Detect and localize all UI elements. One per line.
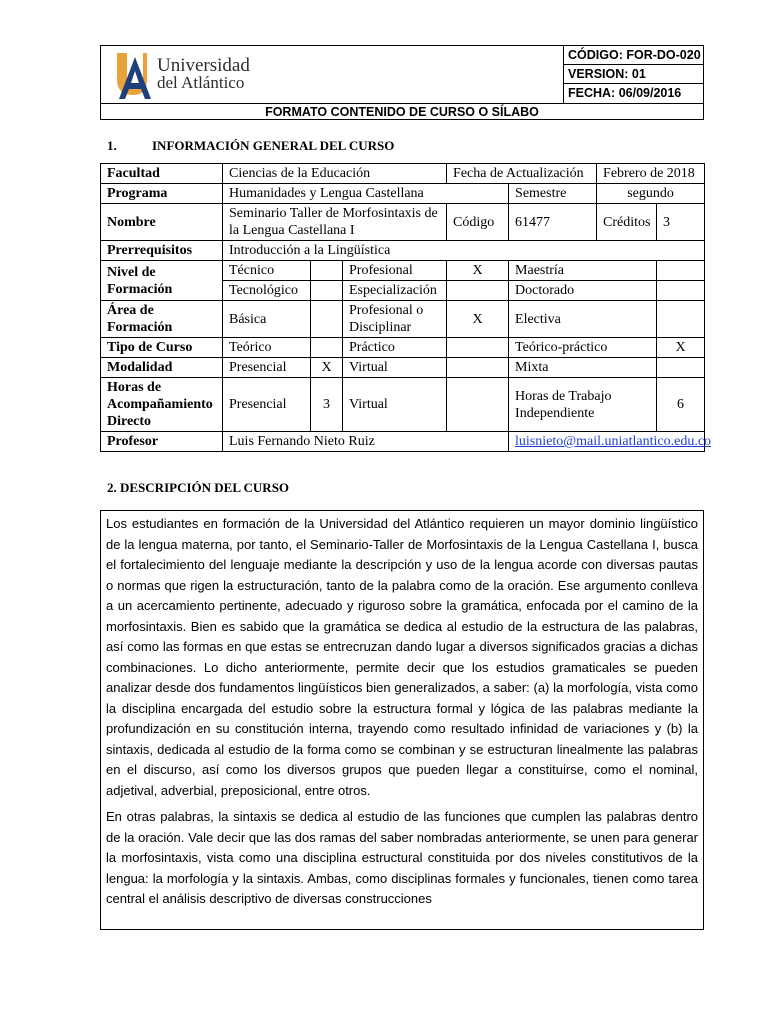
tipo-teorico-mark: [311, 338, 343, 358]
horas-presencial: Presencial: [223, 378, 311, 432]
nivel-formacion-label: Nivel de Formación: [101, 261, 223, 301]
nivel-especializacion-mark: [447, 281, 509, 301]
fecha-actualizacion-value: Febrero de 2018: [597, 164, 705, 184]
logo-cell: [101, 46, 564, 103]
course-description-box: [100, 510, 704, 930]
profesor-email-cell: [509, 432, 712, 452]
nivel-tecnologico: Tecnológico: [223, 281, 311, 301]
course-info-table: [100, 163, 712, 452]
university-logo: [113, 49, 363, 101]
facultad-label: Facultad: [101, 164, 223, 184]
area-basica: Básica: [223, 301, 311, 338]
mod-presencial: Presencial: [223, 358, 311, 378]
nivel-tecnico-mark: [311, 261, 343, 281]
codigo-value: 61477: [509, 204, 597, 241]
area-profesional-mark: X: [447, 301, 509, 338]
tipo-teorico: Teórico: [223, 338, 311, 358]
section-1-title: INFORMACIÓN GENERAL DEL CURSO: [152, 138, 395, 153]
profesor-label: Profesor: [101, 432, 223, 452]
semestre-value: segundo: [597, 184, 705, 204]
profesor-value: Luis Fernando Nieto Ruiz: [223, 432, 509, 452]
semestre-label: Semestre: [509, 184, 597, 204]
horas-acompanamiento-label: Horas de Acompañamiento Directo: [101, 378, 223, 432]
codigo-label: Código: [447, 204, 509, 241]
nivel-doctorado: Doctorado: [509, 281, 657, 301]
logo-line-2: del Atlántico: [157, 73, 245, 92]
table-row: [101, 241, 705, 261]
table-row: [101, 184, 705, 204]
section-1-heading: [107, 138, 394, 154]
section-1-number: 1.: [107, 138, 117, 153]
university-emblem-icon: [113, 49, 157, 101]
programa-value: Humanidades y Lengua Castellana: [223, 184, 509, 204]
table-row: [101, 358, 705, 378]
nivel-maestria: Maestría: [509, 261, 657, 281]
document-version: VERSION: 01: [563, 65, 704, 84]
nivel-doctorado-mark: [657, 281, 705, 301]
mod-mixta-mark: [657, 358, 705, 378]
modalidad-label: Modalidad: [101, 358, 223, 378]
area-basica-mark: [311, 301, 343, 338]
description-paragraph-2: En otras palabras, la sintaxis se dedica al estudio de las funciones que cumplen las palabras dentro de la oración. Vale decir que las dos ramas del saber nombradas anteriormente, se unen para generar la morfosintaxis, vista como una disciplina estructural constituida por dos niveles constitutivos de la lengua: la morfología y la sintaxis. Ambas, como disciplinas formales y funcionales, tienen como tarea central el análisis descriptivo de diversas construcciones: [106, 809, 698, 906]
document-code: CÓDIGO: FOR-DO-020: [563, 46, 704, 65]
table-row: [101, 261, 705, 281]
table-row: [101, 338, 705, 358]
horas-virtual: Virtual: [343, 378, 447, 432]
nivel-profesional: Profesional: [343, 261, 447, 281]
tipo-practico-mark: [447, 338, 509, 358]
description-paragraph-1: Los estudiantes en formación de la Universidad del Atlántico requieren un mayor dominio lingüístico de la lengua materna, por tanto, el Seminario-Taller de Morfosintaxis de la Lengua Castellana I, busca el fortalecimiento del lenguaje mediante la descripción y uso de la lengua acorde con diversas pautas o normas que rigen la estructuración, tanto de la palabra como de la oración. Ese argumento conlleva a un acercamiento pertinente, adecuado y riguroso sobre la gramática, enfocada por el camino de la morfosintaxis. Bien es sabido que la gramática se dedica al estudio de la estructura de las palabras, así como las formas en que estas se entrecruzan dando lugar a diversos significados gracias a dichas combinaciones. Lo dicho anteriormente, permite decir que los estudios gramaticales se pueden analizar desde dos fundamentos lingüísticos bien generalizados, a saber: (a) la morfología, vista como la disciplina encargada del estudio sobre la estructura formal y lógica de las palabras mediante la profundización en su constitución interna, trayendo como resultado infinidad de variaciones y (b) la sintaxis, dedicada al estudio de la forma como se combinan y se estructuran linealmente las palabras en el discurso, así como los diversos grupos que pueden llegar a constituirse, como el nominal, adjetival, adverbial, preposicional, entre otros.: [106, 516, 698, 798]
mod-virtual-mark: [447, 358, 509, 378]
nombre-label: Nombre: [101, 204, 223, 241]
nivel-profesional-mark: X: [447, 261, 509, 281]
table-row: [101, 301, 705, 338]
tipo-teorico-practico: Teórico-práctico: [509, 338, 657, 358]
document-title: FORMATO CONTENIDO DE CURSO O SÍLABO: [101, 103, 703, 121]
section-2-heading: 2. DESCRIPCIÓN DEL CURSO: [107, 480, 290, 495]
nombre-value: Seminario Taller de Morfosintaxis de la Lengua Castellana I: [223, 204, 447, 241]
horas-virtual-value: [447, 378, 509, 432]
table-row: [101, 204, 705, 241]
prerrequisitos-value: Introducción a la Lingüística: [223, 241, 705, 261]
table-row: [101, 432, 705, 452]
prerrequisitos-label: Prerrequisitos: [101, 241, 223, 261]
horas-independiente-label: Horas de Trabajo Independiente: [509, 378, 657, 432]
programa-label: Programa: [101, 184, 223, 204]
tipo-practico: Práctico: [343, 338, 447, 358]
creditos-label: Créditos: [597, 204, 657, 241]
facultad-value: Ciencias de la Educación: [223, 164, 447, 184]
mod-mixta: Mixta: [509, 358, 657, 378]
document-meta: [563, 46, 704, 103]
tipo-curso-label: Tipo de Curso: [101, 338, 223, 358]
mod-virtual: Virtual: [343, 358, 447, 378]
nivel-especializacion: Especialización: [343, 281, 447, 301]
profesor-email-link[interactable]: luisnieto@mail.uniatlantico.edu.co: [515, 434, 712, 449]
document-header: [100, 45, 704, 120]
table-row: [101, 378, 705, 432]
area-formacion-label: Área de Formación: [101, 301, 223, 338]
fecha-actualizacion-label: Fecha de Actualización: [447, 164, 597, 184]
nivel-maestria-mark: [657, 261, 705, 281]
nivel-tecnico: Técnico: [223, 261, 311, 281]
area-electiva: Electiva: [509, 301, 657, 338]
nivel-tecnologico-mark: [311, 281, 343, 301]
logo-line-1: Universidad: [157, 55, 250, 76]
area-profesional: Profesional o Disciplinar: [343, 301, 447, 338]
creditos-value: 3: [657, 204, 705, 241]
table-row: [101, 164, 705, 184]
horas-independiente-value: 6: [657, 378, 705, 432]
document-date: FECHA: 06/09/2016: [568, 86, 682, 100]
tipo-teorico-practico-mark: X: [657, 338, 705, 358]
horas-presencial-value: 3: [311, 378, 343, 432]
mod-presencial-mark: X: [311, 358, 343, 378]
area-electiva-mark: [657, 301, 705, 338]
